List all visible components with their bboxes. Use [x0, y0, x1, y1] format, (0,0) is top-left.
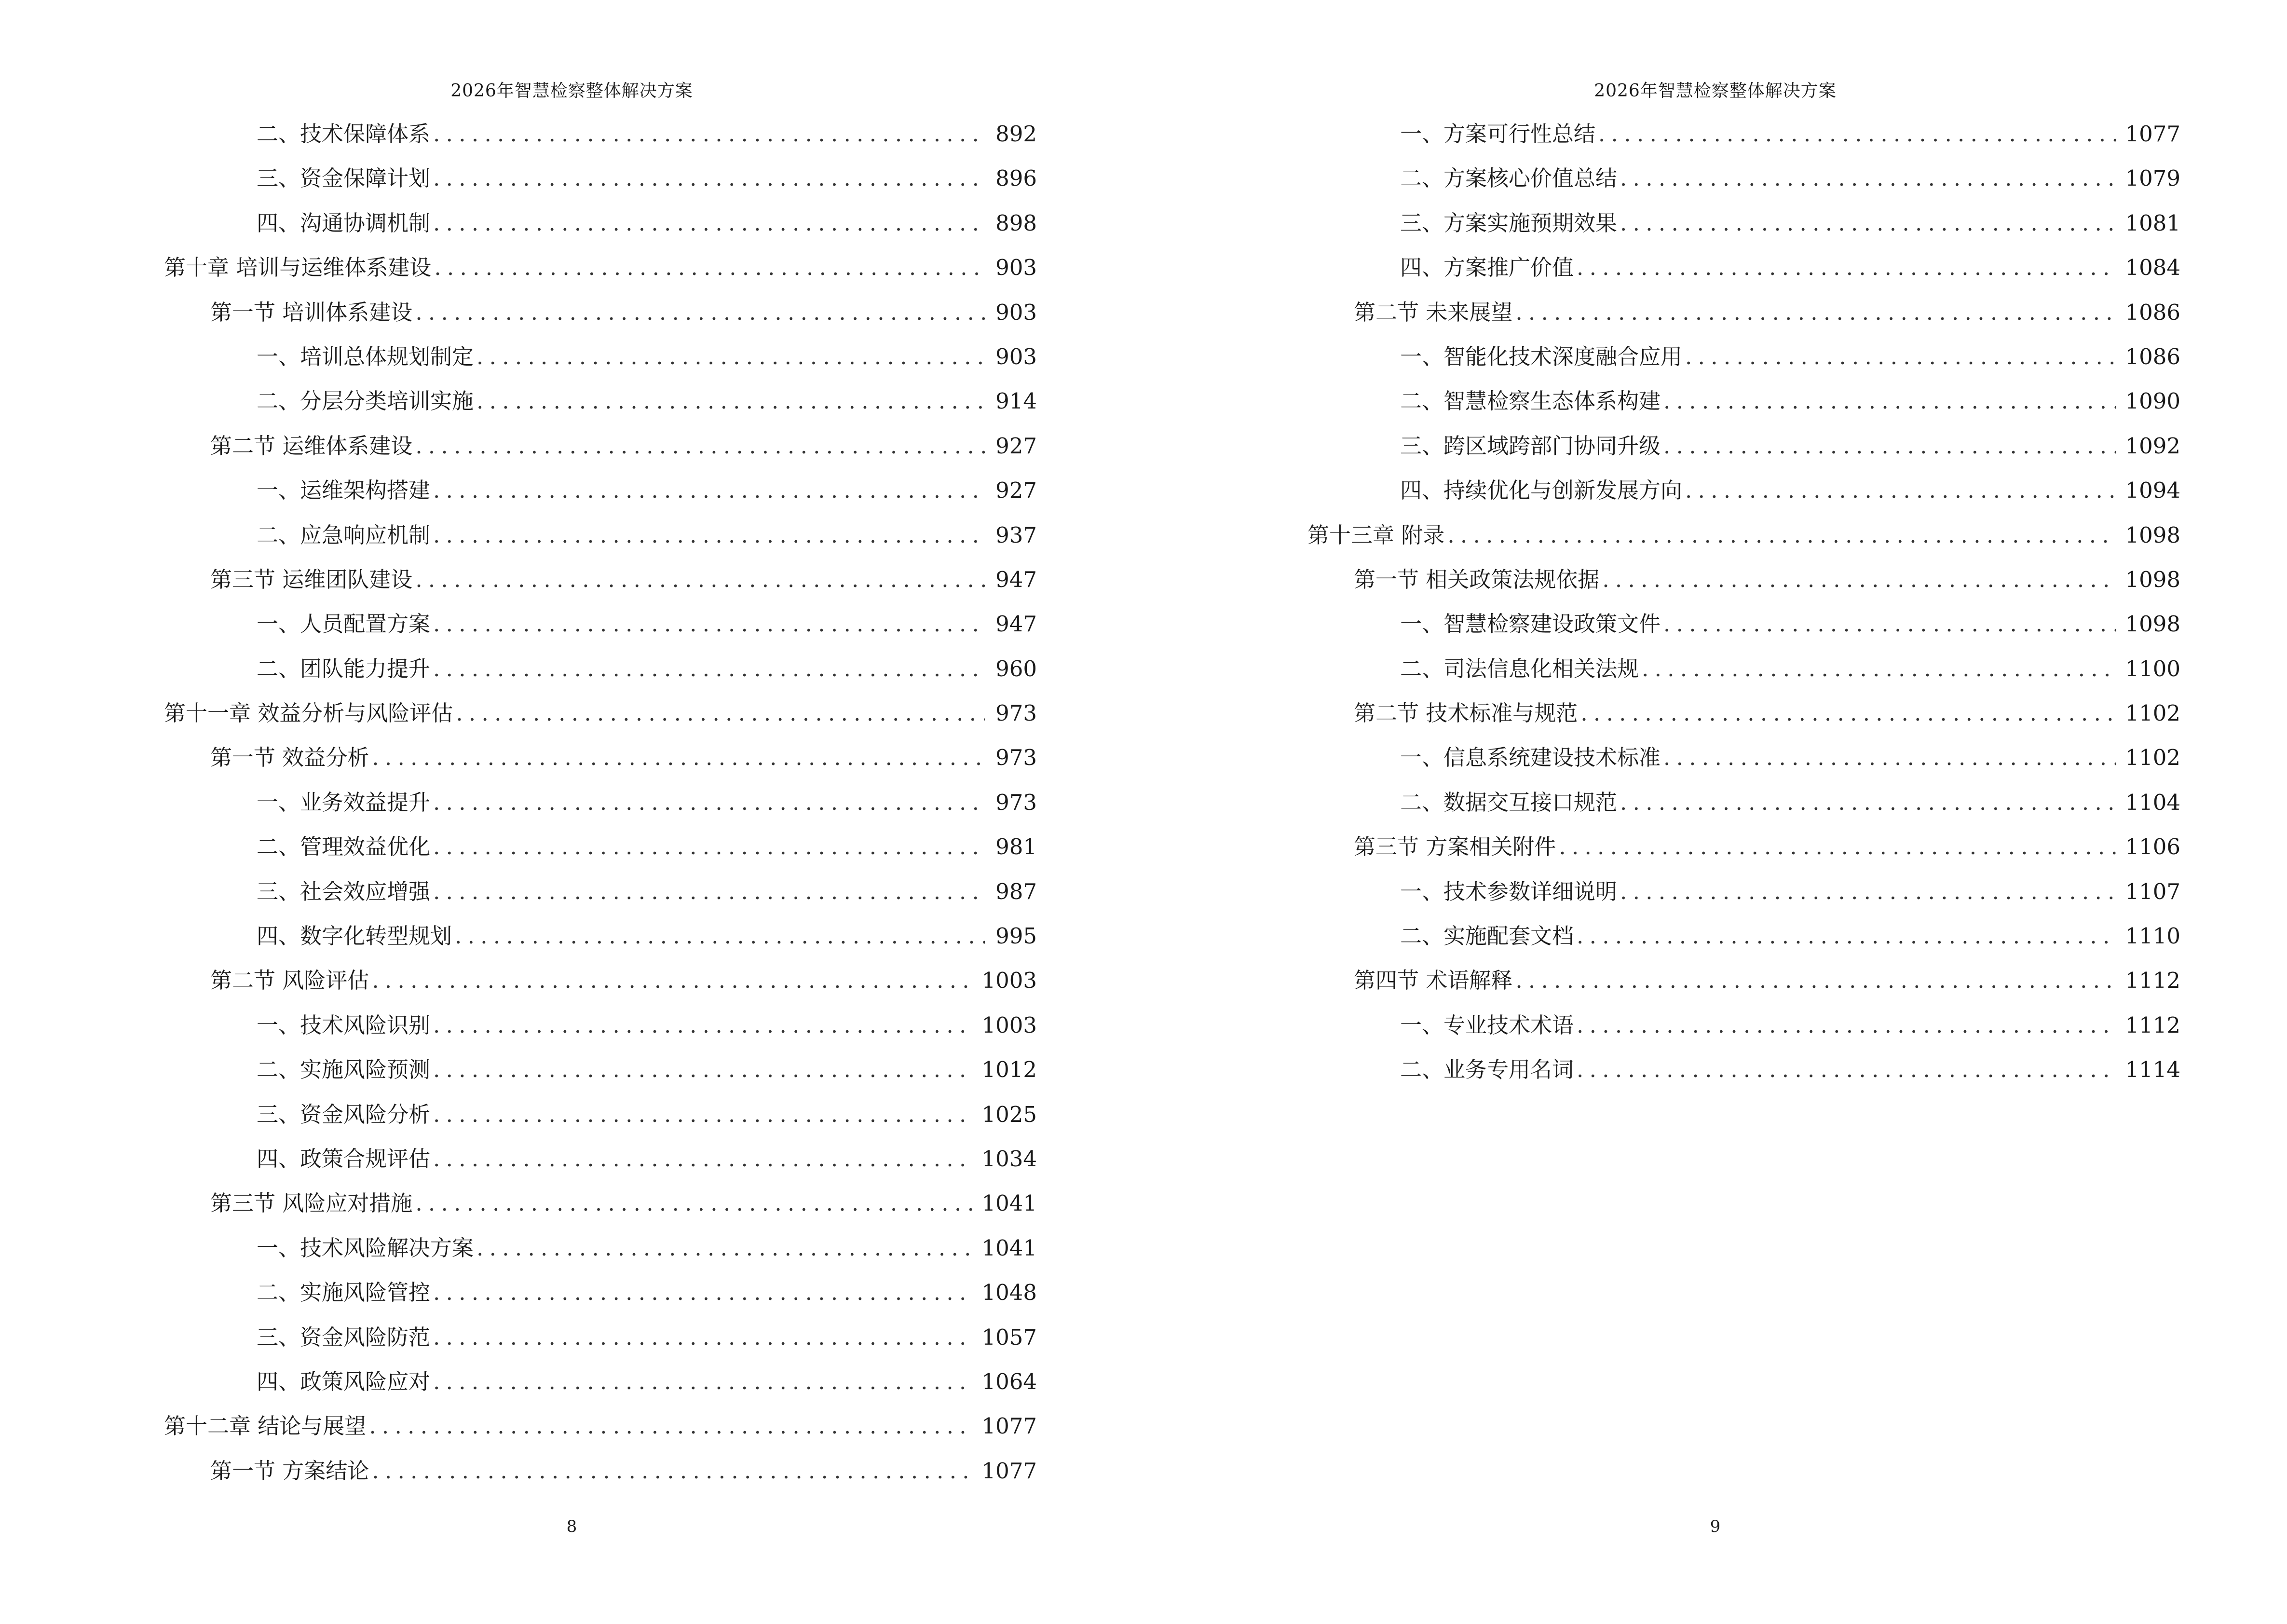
toc-entry-page-number: 1003 [981, 1012, 1037, 1038]
toc-entry-title: 一、技术风险解决方案 [257, 1235, 474, 1261]
toc-entry[interactable] [1307, 1048, 2180, 1092]
toc-entry-title: 二、管理效益优化 [257, 834, 431, 860]
dot-leader [1663, 736, 2116, 780]
toc-entry[interactable] [1307, 780, 2180, 825]
dot-leader [1598, 112, 2116, 156]
toc-entry-page-number: 927 [995, 433, 1037, 459]
dot-leader [433, 156, 985, 201]
toc-entry-page-number: 903 [995, 299, 1037, 325]
toc-entry-page-number: 1112 [2125, 968, 2180, 994]
toc-entry[interactable] [1307, 246, 2180, 290]
toc-entry-title: 一、培训总体规划制定 [257, 343, 474, 369]
toc-entry-page-number: 1110 [2125, 923, 2180, 949]
toc-entry[interactable] [164, 112, 1037, 156]
toc-entry-title: 四、政策合规评估 [257, 1146, 431, 1172]
dot-leader [456, 691, 985, 736]
dot-leader [433, 780, 985, 825]
dot-leader [372, 1449, 973, 1493]
toc-entry-title: 二、实施配套文档 [1400, 923, 1574, 949]
dot-leader [1577, 1003, 2116, 1048]
toc-entry-title: 第三节 方案相关附件 [1354, 834, 1556, 860]
toc-entry-title: 第三节 风险应对措施 [210, 1190, 413, 1216]
toc-entry-title: 二、技术保障体系 [257, 121, 431, 147]
toc-entry-page-number: 914 [995, 388, 1037, 414]
toc-entry-title: 第四节 术语解释 [1354, 968, 1513, 994]
dot-leader [434, 246, 985, 290]
running-header: 2026年智慧检察整体解决方案 [450, 81, 693, 101]
running-header: 2026年智慧检察整体解决方案 [1594, 81, 1837, 101]
toc-entry-title: 二、分层分类培训实施 [257, 388, 474, 414]
toc-entry-title: 二、实施风险预测 [257, 1057, 431, 1083]
toc-entry[interactable] [164, 156, 1037, 201]
toc-entry[interactable] [164, 914, 1037, 958]
toc-entry-title: 一、运维架构搭建 [257, 478, 431, 504]
dot-leader [1620, 156, 2116, 201]
toc-entry-title: 一、方案可行性总结 [1400, 121, 1596, 147]
toc-entry-page-number: 995 [995, 923, 1037, 949]
dot-leader [476, 335, 985, 379]
toc-entry[interactable] [164, 335, 1037, 379]
dot-leader [433, 112, 985, 156]
dot-leader [433, 647, 985, 691]
toc-entry[interactable] [164, 1003, 1037, 1048]
toc-entry-page-number: 1041 [981, 1190, 1037, 1216]
toc-entry-title: 二、数据交互接口规范 [1400, 789, 1618, 815]
toc-entry-title: 第二节 运维体系建设 [210, 433, 413, 459]
toc-entry-title: 四、数字化转型规划 [257, 923, 452, 949]
toc-entry-title: 一、技术参数详细说明 [1400, 878, 1618, 904]
toc-entry[interactable] [1307, 647, 2180, 691]
toc-entry-page-number: 1100 [2125, 655, 2180, 682]
toc-entry-title: 第十章 培训与运维体系建设 [164, 255, 432, 281]
toc-entry-title: 二、方案核心价值总结 [1400, 165, 1618, 191]
toc-entry-title: 第一节 方案结论 [210, 1458, 369, 1484]
toc-entry-page-number: 1025 [981, 1101, 1037, 1127]
toc-entry[interactable] [1307, 602, 2180, 646]
toc-entry[interactable] [1307, 558, 2180, 602]
toc-entry[interactable] [1307, 691, 2180, 736]
toc-entry[interactable] [164, 1404, 1037, 1448]
toc-entry-title: 一、专业技术术语 [1400, 1012, 1574, 1038]
dot-leader [1663, 602, 2116, 646]
dot-leader [1663, 424, 2116, 468]
toc-entry-page-number: 960 [995, 655, 1037, 682]
dot-leader [433, 1360, 973, 1404]
toc-entry-page-number: 903 [995, 255, 1037, 281]
dot-leader [433, 513, 985, 558]
toc-entry-title: 第十一章 效益分析与风险评估 [164, 700, 453, 726]
dot-leader [1663, 379, 2116, 423]
toc-entry-page-number: 973 [995, 789, 1037, 815]
dot-leader [1577, 246, 2116, 290]
toc-entry-page-number: 947 [995, 611, 1037, 637]
toc-entry-page-number: 937 [995, 522, 1037, 548]
toc-entry-title: 一、人员配置方案 [257, 611, 431, 637]
toc-entry[interactable] [164, 780, 1037, 825]
toc-entry[interactable] [164, 870, 1037, 914]
dot-leader [433, 602, 985, 646]
toc-entry-title: 一、信息系统建设技术标准 [1400, 745, 1661, 771]
dot-leader [476, 1226, 973, 1270]
dot-leader [415, 424, 985, 468]
toc-entry-title: 一、智慧检察建设政策文件 [1400, 611, 1661, 637]
toc-entry-title: 三、资金保障计划 [257, 165, 431, 191]
toc-entry-title: 第十三章 附录 [1307, 522, 1445, 548]
toc-entry-title: 三、社会效应增强 [257, 878, 431, 904]
toc-entry-page-number: 1102 [2125, 700, 2180, 726]
toc-entry-page-number: 1077 [981, 1458, 1037, 1484]
dot-leader [455, 914, 985, 958]
toc-entry[interactable] [1307, 290, 2180, 335]
toc-entry[interactable] [1307, 424, 2180, 468]
toc-entry-page-number: 1012 [981, 1057, 1037, 1083]
dot-leader [433, 1003, 973, 1048]
toc-entry-title: 二、司法信息化相关法规 [1400, 655, 1639, 682]
toc-entry-title: 第三节 运维团队建设 [210, 566, 413, 592]
toc-entry[interactable] [164, 602, 1037, 646]
dot-leader [433, 825, 985, 869]
toc-entry-page-number: 1041 [981, 1235, 1037, 1261]
toc-entry-title: 第一节 效益分析 [210, 745, 369, 771]
toc-entry[interactable] [164, 379, 1037, 423]
toc-entry[interactable] [1307, 201, 2180, 246]
dot-leader [372, 958, 973, 1003]
toc-entry-page-number: 1086 [2125, 343, 2180, 369]
dot-leader [415, 290, 985, 335]
dot-leader [433, 1315, 973, 1360]
toc-entry-title: 一、业务效益提升 [257, 789, 431, 815]
dot-leader [1515, 290, 2116, 335]
toc-entry[interactable] [164, 1270, 1037, 1315]
toc-entry-page-number: 903 [995, 343, 1037, 369]
toc-entry-title: 二、应急响应机制 [257, 522, 431, 548]
toc-entry-page-number: 1098 [2125, 566, 2180, 592]
toc-entry[interactable] [1307, 914, 2180, 958]
toc-entry-title: 四、政策风险应对 [257, 1368, 431, 1394]
dot-leader [1620, 780, 2116, 825]
toc-entry-page-number: 1077 [2125, 121, 2180, 147]
toc-entry-page-number: 1092 [2125, 433, 2180, 459]
toc-entry-page-number: 1079 [2125, 165, 2180, 191]
toc-entry-title: 第二节 未来展望 [1354, 299, 1513, 325]
dot-leader [1685, 335, 2116, 379]
toc-entry[interactable] [1307, 335, 2180, 379]
toc-entry-title: 第一节 培训体系建设 [210, 299, 413, 325]
toc-entry[interactable] [164, 1360, 1037, 1404]
toc-entry-page-number: 1112 [2125, 1012, 2180, 1038]
toc-entry[interactable] [164, 736, 1037, 780]
toc-entry[interactable] [164, 647, 1037, 691]
toc-entry-title: 三、方案实施预期效果 [1400, 210, 1618, 236]
toc-entry[interactable] [164, 691, 1037, 736]
toc-entry-page-number: 973 [995, 745, 1037, 771]
toc-entry-page-number: 973 [995, 700, 1037, 726]
toc-entry-page-number: 1104 [2125, 789, 2180, 815]
toc-entry-page-number: 1048 [981, 1280, 1037, 1306]
toc-entry-page-number: 1098 [2125, 522, 2180, 548]
toc-entry-page-number: 1077 [981, 1413, 1037, 1439]
toc-entry[interactable] [164, 424, 1037, 468]
dot-leader [1642, 647, 2116, 691]
toc-entry-page-number: 1084 [2125, 255, 2180, 281]
table-of-contents [164, 112, 1037, 1493]
dot-leader [369, 1404, 973, 1448]
toc-entry[interactable] [164, 558, 1037, 602]
toc-entry[interactable] [164, 825, 1037, 869]
toc-entry-page-number: 896 [995, 165, 1037, 191]
toc-entry[interactable] [164, 513, 1037, 558]
toc-entry[interactable] [164, 201, 1037, 246]
toc-entry[interactable] [1307, 736, 2180, 780]
toc-entry-page-number: 1090 [2125, 388, 2180, 414]
dot-leader [372, 736, 985, 780]
toc-entry[interactable] [1307, 513, 2180, 558]
dot-leader [476, 379, 985, 423]
toc-entry-title: 二、智慧检察生态体系构建 [1400, 388, 1661, 414]
dot-leader [433, 1137, 973, 1181]
dot-leader [433, 870, 985, 914]
toc-entry-title: 第十二章 结论与展望 [164, 1413, 367, 1439]
dot-leader [1447, 513, 2116, 558]
toc-entry-title: 四、方案推广价值 [1400, 255, 1574, 281]
toc-entry[interactable] [1307, 825, 2180, 869]
dot-leader [1580, 691, 2116, 736]
dot-leader [433, 468, 985, 513]
toc-entry-title: 二、业务专用名词 [1400, 1057, 1574, 1083]
toc-entry[interactable] [164, 246, 1037, 290]
toc-entry-title: 四、沟通协调机制 [257, 210, 431, 236]
toc-entry[interactable] [1307, 1003, 2180, 1048]
toc-entry[interactable] [164, 1048, 1037, 1092]
dot-leader [1515, 958, 2116, 1003]
toc-entry-title: 第二节 技术标准与规范 [1354, 700, 1578, 726]
toc-entry-page-number: 927 [995, 478, 1037, 504]
dot-leader [415, 558, 985, 602]
toc-entry-title: 第二节 风险评估 [210, 968, 369, 994]
toc-entry-page-number: 1081 [2125, 210, 2180, 236]
toc-entry[interactable] [164, 1137, 1037, 1181]
toc-entry-page-number: 1064 [981, 1368, 1037, 1394]
dot-leader [433, 201, 985, 246]
toc-entry-page-number: 1094 [2125, 478, 2180, 504]
right-page [1144, 0, 2287, 1624]
toc-entry[interactable] [164, 1181, 1037, 1226]
toc-entry-page-number: 898 [995, 210, 1037, 236]
toc-entry[interactable] [164, 1092, 1037, 1137]
toc-entry-title: 二、实施风险管控 [257, 1280, 431, 1306]
toc-entry[interactable] [1307, 156, 2180, 201]
toc-entry[interactable] [1307, 468, 2180, 513]
dot-leader [1602, 558, 2116, 602]
toc-entry-title: 三、跨区域跨部门协同升级 [1400, 433, 1661, 459]
toc-entry-title: 一、智能化技术深度融合应用 [1400, 343, 1683, 369]
dot-leader [1577, 1048, 2116, 1092]
dot-leader [1620, 870, 2116, 914]
table-of-contents [1307, 112, 2180, 1092]
toc-entry-page-number: 1106 [2125, 834, 2180, 860]
page-number: 9 [1710, 1517, 1721, 1536]
toc-entry[interactable] [164, 1315, 1037, 1360]
toc-entry-page-number: 981 [995, 834, 1037, 860]
toc-entry-page-number: 1102 [2125, 745, 2180, 771]
dot-leader [433, 1048, 973, 1092]
toc-entry-page-number: 1034 [981, 1146, 1037, 1172]
toc-entry[interactable] [164, 290, 1037, 335]
dot-leader [433, 1270, 973, 1315]
toc-entry[interactable] [164, 468, 1037, 513]
toc-entry-title: 三、资金风险分析 [257, 1101, 431, 1127]
dot-leader [1559, 825, 2116, 869]
dot-leader [1620, 201, 2116, 246]
toc-entry[interactable] [164, 958, 1037, 1003]
toc-entry-page-number: 1057 [981, 1324, 1037, 1350]
toc-entry-title: 一、技术风险识别 [257, 1012, 431, 1038]
toc-entry[interactable] [164, 1226, 1037, 1270]
toc-entry-page-number: 1086 [2125, 299, 2180, 325]
toc-entry-title: 第一节 相关政策法规依据 [1354, 566, 1600, 592]
dot-leader [1577, 914, 2116, 958]
page-number: 8 [566, 1517, 577, 1536]
toc-entry-page-number: 1107 [2125, 878, 2180, 904]
toc-entry[interactable] [1307, 870, 2180, 914]
toc-entry-page-number: 947 [995, 566, 1037, 592]
dot-leader [433, 1092, 973, 1137]
toc-entry-page-number: 1098 [2125, 611, 2180, 637]
toc-entry[interactable] [1307, 379, 2180, 423]
toc-entry[interactable] [164, 1449, 1037, 1493]
dot-leader [415, 1181, 973, 1226]
dot-leader [1685, 468, 2116, 513]
toc-entry-title: 四、持续优化与创新发展方向 [1400, 478, 1683, 504]
toc-entry[interactable] [1307, 112, 2180, 156]
toc-entry-page-number: 892 [995, 121, 1037, 147]
toc-entry[interactable] [1307, 958, 2180, 1003]
toc-entry-title: 三、资金风险防范 [257, 1324, 431, 1350]
toc-entry-page-number: 987 [995, 878, 1037, 904]
toc-entry-page-number: 1003 [981, 968, 1037, 994]
toc-entry-title: 二、团队能力提升 [257, 655, 431, 682]
toc-entry-page-number: 1114 [2125, 1057, 2180, 1083]
